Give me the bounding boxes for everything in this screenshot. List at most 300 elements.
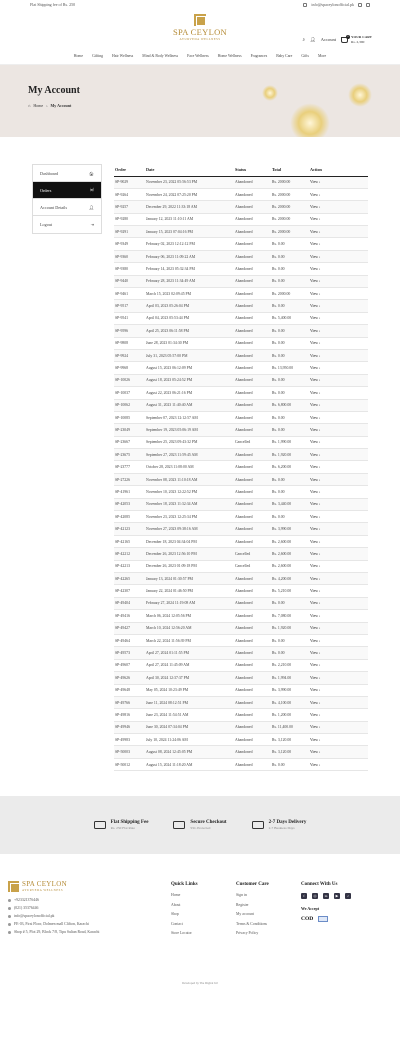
tiktok-icon[interactable]: ♪ [345,893,351,899]
customer-care-list [236,893,301,935]
order-total: Rs. 2000.00 [272,288,310,300]
mail-icon [8,915,11,918]
table-row [114,486,368,498]
feature-delivery [252,820,307,830]
footer-link[interactable]: Store Locator [171,931,192,936]
footer-link[interactable]: Shop [171,912,179,917]
table-row [114,622,368,634]
view-order-link[interactable]: View › [310,461,368,473]
contact-email[interactable] [8,914,171,918]
page-title: My Account [28,85,80,96]
order-total: Rs. 2000.00 [272,226,310,238]
feature-text [269,820,307,830]
table-row [114,560,368,572]
order-total: Rs. 2000.00 [272,188,310,200]
footer-link[interactable]: My account [236,912,255,917]
order-status: Abandoned [235,411,272,423]
order-date: January 22, 2024 01:46:50 PM [146,585,235,597]
account-link[interactable]: Account [320,37,337,42]
orders-table [114,164,368,771]
footer-connect [301,880,366,969]
sidebar-item-dashboard[interactable] [33,165,101,182]
footer-link[interactable]: Privacy Policy [236,931,259,936]
order-date: February 28, 2023 11:34:49 AM [146,275,235,287]
order-total: Rs. 5,210.00 [272,585,310,597]
order-date: February 27, 2024 11:19:08 AM [146,597,235,609]
footer-link[interactable]: About [171,902,181,907]
feature-title: 2-7 Days Delivery [268,820,307,826]
order-number: SP-42212 [114,548,146,560]
table-row [114,721,368,733]
footer-link[interactable]: Home [171,893,181,898]
table-row [114,176,368,188]
table-row [114,436,368,448]
footer-logo[interactable] [8,880,171,892]
feature-text [190,820,226,830]
order-date: August 22, 2023 06:21:16 PM [146,387,235,399]
contact-text: FE-03, First Floor, Dolmen mall Clifton, Karachi [14,922,89,927]
view-order-link[interactable]: View › [310,535,368,547]
view-order-link[interactable]: View › [310,597,368,609]
view-order-link[interactable]: View › [310,238,368,250]
nav-item[interactable]: More [317,54,327,58]
order-total: Rs. 0.00 [272,758,310,770]
order-total: Rs. 3,990.00 [272,684,310,696]
view-order-link[interactable]: View › [310,473,368,485]
order-status: Abandoned [235,473,272,485]
view-order-link[interactable]: View › [310,696,368,708]
order-number: SP-42085 [114,511,146,523]
nav-item[interactable]: Home Wellness [217,54,242,58]
order-total: Rs. 0.00 [272,263,310,275]
order-status: Abandoned [235,746,272,758]
order-number: SP-9257 [114,201,146,213]
order-total: Rs. 2,210.00 [272,659,310,671]
order-status: Abandoned [235,188,272,200]
order-date: December 26, 2023 01:09:18 PM [146,560,235,572]
column-header-date: Date [146,164,235,176]
linkedin-icon[interactable]: in [324,894,328,899]
sidebar-item-label: Dashboard [40,170,59,176]
order-total: Rs. 4,100.00 [272,696,310,708]
contact-phone[interactable] [8,898,171,902]
contact-text: +923321376446 [14,898,39,903]
order-date: June 11, 2024 08:12:51 PM [146,696,235,708]
column-header-action: Action [310,164,368,176]
logo-name: SPA CEYLON [22,880,67,889]
order-status: Abandoned [235,325,272,337]
order-status: Abandoned [235,387,272,399]
view-order-link[interactable]: View › [310,610,368,622]
order-total: Rs. 1,920.00 [272,622,310,634]
view-order-link[interactable]: View › [310,424,368,436]
order-status: Abandoned [235,696,272,708]
contact-landline[interactable] [8,906,171,910]
footer-link[interactable]: Contact [171,921,183,926]
view-order-link[interactable]: View › [310,325,368,337]
home-icon: ⌂ [28,103,31,108]
order-date: February 06, 2023 11:09:22 AM [146,250,235,262]
table-row [114,188,368,200]
sidebar-item-logout[interactable] [33,216,101,233]
view-order-link[interactable]: View › [310,573,368,585]
breadcrumb-home[interactable]: Home [33,103,44,108]
order-total: Rs. 0.00 [272,238,310,250]
view-order-link[interactable]: View › [310,622,368,634]
view-order-link[interactable]: View › [310,511,368,523]
order-number: SP-42213 [114,560,146,572]
order-date: April 30, 2024 12:37:37 PM [146,672,235,684]
order-status: Abandoned [235,424,272,436]
view-order-link[interactable]: View › [310,411,368,423]
order-status: Abandoned [235,709,272,721]
cart-count-badge: 0 [347,34,349,38]
view-order-link[interactable]: View › [310,634,368,646]
order-total: Rs. 0.00 [272,300,310,312]
table-row [114,573,368,585]
column-header-status: Status [235,164,272,176]
order-date: September 07, 2023 12:12:57 AM [146,411,235,423]
sidebar-item-label: Orders [40,187,52,193]
view-order-link[interactable]: View › [310,486,368,498]
mail-icon [303,3,307,7]
view-order-link[interactable]: View › [310,387,368,399]
order-number: SP-42123 [114,523,146,535]
order-total: Rs. 0.00 [272,374,310,386]
order-status: Abandoned [235,449,272,461]
view-order-link[interactable]: View › [310,709,368,721]
table-row [114,399,368,411]
order-total: Rs. 1,994.00 [272,672,310,684]
footer-link[interactable]: Register [236,902,249,907]
order-status: Abandoned [235,622,272,634]
copyright-bar [0,969,400,997]
table-row [114,597,368,609]
order-number: SP-9461 [114,288,146,300]
view-order-link[interactable]: View › [310,436,368,448]
order-status: Abandoned [235,597,272,609]
order-total: Rs. 0.00 [272,250,310,262]
order-date: August 08, 2024 12:45:05 PM [146,746,235,758]
order-date: May 05, 2024 10:23:49 PM [146,684,235,696]
footer-heading: Customer Care [236,882,269,888]
logo-mark-icon [8,881,19,892]
view-order-link[interactable]: View › [310,263,368,275]
credit-card-icon [173,821,185,829]
order-total: Rs. 0.00 [272,337,310,349]
view-order-link[interactable]: View › [310,548,368,560]
order-status: Abandoned [235,362,272,374]
order-date: February 02, 2023 12:12:12 PM [146,238,235,250]
contact-address-2 [8,930,171,934]
view-order-link[interactable]: View › [310,226,368,238]
order-status: Abandoned [235,312,272,324]
view-order-link[interactable]: View › [310,758,368,770]
view-order-link[interactable]: View › [310,449,368,461]
order-number: SP-49416 [114,610,146,622]
table-row [114,548,368,560]
feature-subtitle: 2-7 Business Days [268,826,295,831]
order-number: SP-23667 [114,436,146,448]
table-row [114,362,368,374]
order-number: SP-49404 [114,597,146,609]
order-number: SP-9440 [114,275,146,287]
view-order-link[interactable]: View › [310,275,368,287]
view-order-link[interactable]: View › [310,498,368,510]
order-number: SP-10026 [114,374,146,386]
table-row [114,275,368,287]
order-status: Abandoned [235,201,272,213]
view-order-link[interactable]: View › [310,647,368,659]
truck-icon [94,821,106,829]
table-header-row [114,164,368,176]
order-status: Abandoned [235,263,272,275]
cart-button[interactable] [341,35,372,44]
orders-table-body [114,176,368,771]
contact-list [8,898,171,934]
order-number: SP-49626 [114,672,146,684]
view-order-link[interactable]: View › [310,349,368,361]
view-order-link[interactable]: View › [310,734,368,746]
view-order-link[interactable]: View › [310,374,368,386]
home-icon: 🏠︎ [88,170,94,176]
view-order-link[interactable]: View › [310,288,368,300]
view-order-link[interactable]: View › [310,337,368,349]
order-date: December 26, 2023 12:56:10 PM [146,548,235,560]
feature-shipping [94,820,149,830]
order-date: March 22, 2024 11:56:39 PM [146,634,235,646]
order-total: Rs. 3,120.00 [272,746,310,758]
order-date: April 03, 2023 05:26:04 PM [146,300,235,312]
table-row [114,411,368,423]
order-date: April 27, 2024 01:11:55 PM [146,647,235,659]
table-row [114,523,368,535]
payment-methods [301,916,366,922]
footer-logo-text [22,880,67,892]
order-total: Rs. 2000.00 [272,213,310,225]
nav-item[interactable]: Fragrances [250,54,268,58]
view-order-link[interactable]: View › [310,300,368,312]
nav-item[interactable]: Face Wellness [187,54,209,58]
logo-mark-icon [194,14,206,26]
order-status: Abandoned [235,721,272,733]
order-date: June 23, 2024 11:54:51 AM [146,709,235,721]
order-status: Abandoned [235,399,272,411]
view-order-link[interactable]: View › [310,399,368,411]
order-date: March 10, 2024 12:56:20 AM [146,622,235,634]
order-date: November 08, 2023 11:10:18 AM [146,473,235,485]
order-total: Rs. 3,990.00 [272,523,310,535]
feature-title: Secure Checkout [190,820,227,826]
view-order-link[interactable]: View › [310,659,368,671]
order-number: SP-9808 [114,337,146,349]
cart-summary [351,35,372,44]
view-order-link[interactable]: View › [310,213,368,225]
order-total: Rs. 5,400.00 [272,312,310,324]
order-date: April 25, 2023 06:11:58 PM [146,325,235,337]
view-order-link[interactable]: View › [310,746,368,758]
order-date: January 15, 2023 07:04:16 PM [146,226,235,238]
phone-icon [8,899,11,902]
order-status: Abandoned [235,585,272,597]
order-status: Abandoned [235,349,272,361]
order-number: SP-23777 [114,461,146,473]
table-row [114,734,368,746]
cod-badge: COD [301,916,314,923]
view-order-link[interactable]: View › [310,560,368,572]
order-total: Rs. 0.00 [272,411,310,423]
order-total: Rs. 3,440.00 [272,498,310,510]
order-total: Rs. 0.00 [272,387,310,399]
facebook-icon[interactable] [358,3,362,7]
order-total: Rs. 0.00 [272,597,310,609]
view-order-link[interactable]: View › [310,176,368,188]
flower-decoration [290,103,330,137]
order-total: Rs. 2,600.00 [272,560,310,572]
order-number: SP-23049 [114,424,146,436]
order-date: August 15, 2023 06:12:09 PM [146,362,235,374]
order-number: SP-9360 [114,250,146,262]
order-date: September 19, 2023 05:06:19 AM [146,424,235,436]
order-date: July 31, 2023 05:57:00 PM [146,349,235,361]
order-total: Rs. 1,920.00 [272,449,310,461]
view-order-link[interactable]: View › [310,188,368,200]
nav-item[interactable]: Home [73,54,84,58]
table-row [114,213,368,225]
breadcrumb-separator: › [46,103,48,108]
order-status: Abandoned [235,374,272,386]
footer-link[interactable]: Terms & Conditions [236,921,267,926]
breadcrumb-current: My Account [50,103,72,108]
topbar-email[interactable]: info@spaceylonofficial.pk [311,2,354,7]
table-row [114,387,368,399]
account-main [0,137,400,771]
nav-item[interactable]: Baby Care [276,54,293,58]
order-total: Rs. 2000.00 [272,201,310,213]
instagram-icon[interactable] [366,3,370,7]
sidebar-item-label: Account Details [40,204,68,210]
column-header-order: Order [114,164,146,176]
table-row [114,684,368,696]
order-number: SP-49607 [114,659,146,671]
nav-item[interactable]: Gifting [92,54,104,58]
order-total: Rs. 6,800.00 [272,399,310,411]
sidebar-item-label: Logout [40,222,53,227]
view-order-link[interactable]: View › [310,250,368,262]
nav-item[interactable]: Gifts [301,54,309,58]
order-total: Rs. 1,200.00 [272,709,310,721]
view-order-link[interactable]: View › [310,201,368,213]
orders-panel [114,164,368,771]
order-status: Abandoned [235,498,272,510]
order-status: Abandoned [235,226,272,238]
order-date: November 27, 2023 09:38:16 AM [146,523,235,535]
table-row [114,288,368,300]
order-status: Abandoned [235,486,272,498]
view-order-link[interactable]: View › [310,684,368,696]
order-total: Rs. 3,120.00 [272,734,310,746]
page-hero [0,65,400,137]
account-sidebar [32,164,102,234]
order-date: February 14, 2023 05:32:34 PM [146,263,235,275]
nav-item[interactable]: Mind & Body Wellness [142,54,179,58]
instagram-icon[interactable]: ◎ [313,894,317,899]
order-number: SP-10062 [114,399,146,411]
table-row [114,250,368,262]
order-total: Rs. 2000.00 [272,176,310,188]
flower-decoration [348,83,372,107]
nav-item[interactable]: Hair Wellness [112,54,134,58]
social-links [301,893,366,899]
footer-link[interactable]: Sign in [236,893,247,898]
order-date: November 18, 2023 11:32:34 AM [146,498,235,510]
footer-customer-care [236,880,301,969]
view-order-link[interactable]: View › [310,362,368,374]
search-icon[interactable]: ⌕ [302,37,306,42]
payment-heading: We Accept [301,906,320,912]
order-number: SP-9029 [114,176,146,188]
account-icon[interactable]: 👤︎ [310,36,316,42]
table-row [114,374,368,386]
order-status: Abandoned [235,337,272,349]
feature-title: Flat Shipping Fee [110,820,149,826]
order-number: SP-49816 [114,709,146,721]
facebook-icon[interactable]: f [301,893,307,899]
view-order-link[interactable]: View › [310,585,368,597]
footer-heading: Quick Links [171,882,198,888]
order-number: SP-49464 [114,634,146,646]
order-number: SP-50003 [114,746,146,758]
view-order-link[interactable]: View › [310,672,368,684]
view-order-link[interactable]: View › [310,312,368,324]
order-date: December 18, 2023 04:34:04 PM [146,535,235,547]
youtube-icon[interactable]: ▶ [335,894,339,899]
column-header-total: Total [272,164,310,176]
order-total: Rs. 2,600.00 [272,535,310,547]
logo-tagline: AYURVEDA WELLNESS [22,888,64,893]
order-total: Rs. 13,950.00 [272,362,310,374]
order-date: September 27, 2023 11:59:45 AM [146,449,235,461]
view-order-link[interactable]: View › [310,721,368,733]
feature-subtitle: SSL Protected [190,826,211,831]
order-status: Abandoned [235,511,272,523]
order-total: Rs. 0.00 [272,473,310,485]
cart-label: YOUR CART [351,35,372,39]
order-date: January 13, 2024 01:30:57 PM [146,573,235,585]
order-number: SP-9596 [114,325,146,337]
order-date: January 12, 2023 11:10:11 AM [146,213,235,225]
sidebar-item-account-details[interactable] [33,199,101,216]
order-number: SP-27226 [114,473,146,485]
order-date: November 10, 2023 12:22:52 PM [146,486,235,498]
site-logo[interactable] [173,14,227,41]
order-total: Rs. 0.00 [272,424,310,436]
order-number: SP-10037 [114,387,146,399]
top-bar [0,0,400,9]
order-status: Abandoned [235,610,272,622]
logo-tagline: AYURVEDA WELLNESS [179,36,221,41]
footer-quick-links [171,880,236,969]
view-order-link[interactable]: View › [310,523,368,535]
order-number: SP-9380 [114,263,146,275]
table-row [114,647,368,659]
table-row [114,263,368,275]
table-row [114,325,368,337]
sidebar-item-orders[interactable] [33,182,101,199]
order-status: Abandoned [235,659,272,671]
order-date: June 30, 2024 07:34:04 PM [146,721,235,733]
shipping-notice: Flat Shipping fee of Rs. 250 [30,2,76,7]
